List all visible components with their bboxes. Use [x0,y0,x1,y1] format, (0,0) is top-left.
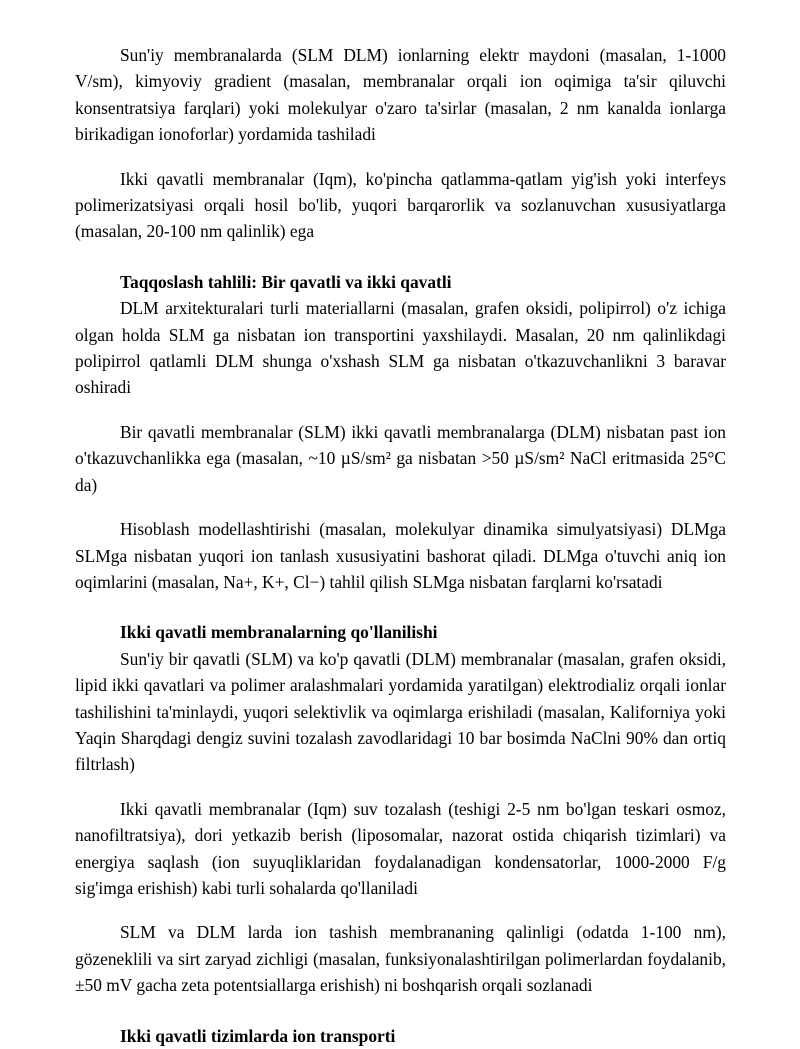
paragraph: Sun'iy membranalarda (SLM DLM) ionlarning elektr maydoni (masalan, 1-1000 V/sm), kimyoviy gradient (masalan, membranalar orqali ion oqimiga ta'sir qiluvchi konsentratsiya farqlari) yoki molekulyar o'zaro ta'sirlar (masalan, 2 nm kanalda ionlarga birikadigan ionoforlar) yordamida tashiladi [75,45,726,145]
paragraph: Hisoblash modellashtirishi (masalan, molekulyar dinamika simulyatsiyasi) DLMga SLMga nisbatan yuqori ion tanlash xususiyatini bashorat qiladi. DLMga o'tuvchi aniq ion oqimlarini (masalan, Na+, K+, Cl−) tahlil qilish SLMga nisbatan farqlarni ko'rsatadi [75,519,726,592]
section-heading: Taqqoslash tahlili: Bir qavatli va ikki qavatli [120,271,452,292]
section-heading: Ikki qavatli membranalarning qo'llanilishi [120,622,438,643]
paragraph: Bir qavatli membranalar (SLM) ikki qavatli membranalarga (DLM) nisbatan past ion o'tkazuvchanlikka ega (masalan, ~10 µS/sm² ga nisbatan >50 µS/sm² NaCl eritmasida 25°C da) [75,421,726,495]
paragraph: Sun'iy bir qavatli (SLM) va ko'p qavatli (DLM) membranalar (masalan, grafen oksidi, lipid ikki qavatlari va polimer aralashmalari yordamida yaratilgan) elektrodializ orqali ionlar tashilishini ta'minlaydi, yuqori selektivlik va oqimlarga erishiladi (masalan, Kaliforniya yoki Yaqin Sharqdagi dengiz suvini tozalash zavodlaridagi 10 bar bosimda NaClni 90% dan ortiq filtrlash) [75,648,726,775]
paragraph: SLM va DLM larda ion tashish membrananing qalinligi (odatda 1-100 nm), gözeneklili va sirt zaryad zichligi (masalan, funksiyonalashtirilgan polimerlardan foydalanib, ±50 mV gacha zeta potentsiallarga erishish) ni boshqarish orqali sozlanadi [75,922,726,996]
paragraph: DLM arxitekturalari turli materiallarni (masalan, grafen oksidi, polipirrol) o'z ichiga olgan holda SLM ga nisbatan ion transportini yaxshilaydi. Masalan, 20 nm qalinlikdagi polipirrol qatlamli DLM shunga o'xshash SLM ga nisbatan o'tkazuvchanlikni 3 baravar oshiradi [75,298,726,398]
section-heading: Ikki qavatli tizimlarda ion transporti [120,1025,396,1046]
paragraph: Ikki qavatli membranalar (Iqm), ko'pincha qatlamma-qatlam yig'ish yoki interfeys polimerizatsiyasi orqali hosil bo'lib, yuqori barqarorlik va sozlanuvchan xususiyatlarga (masalan, 20-100 nm qalinlik) ega [75,168,726,242]
paragraph: Ikki qavatli membranalar (Iqm) suv tozalash (teshigi 2-5 nm bo'lgan teskari osmoz, nanofiltratsiya), dori yetkazib berish (liposomalar, nazorat ostida chiqarish tizimlari) va energiya saqlash (ion suyuqliklaridan foydalanadigan kondensatorlar, 1000-2000 F/g sig'imga erishish) kabi turli sohalarda qo'llaniladi [75,798,726,898]
document-page [75,42,726,1049]
